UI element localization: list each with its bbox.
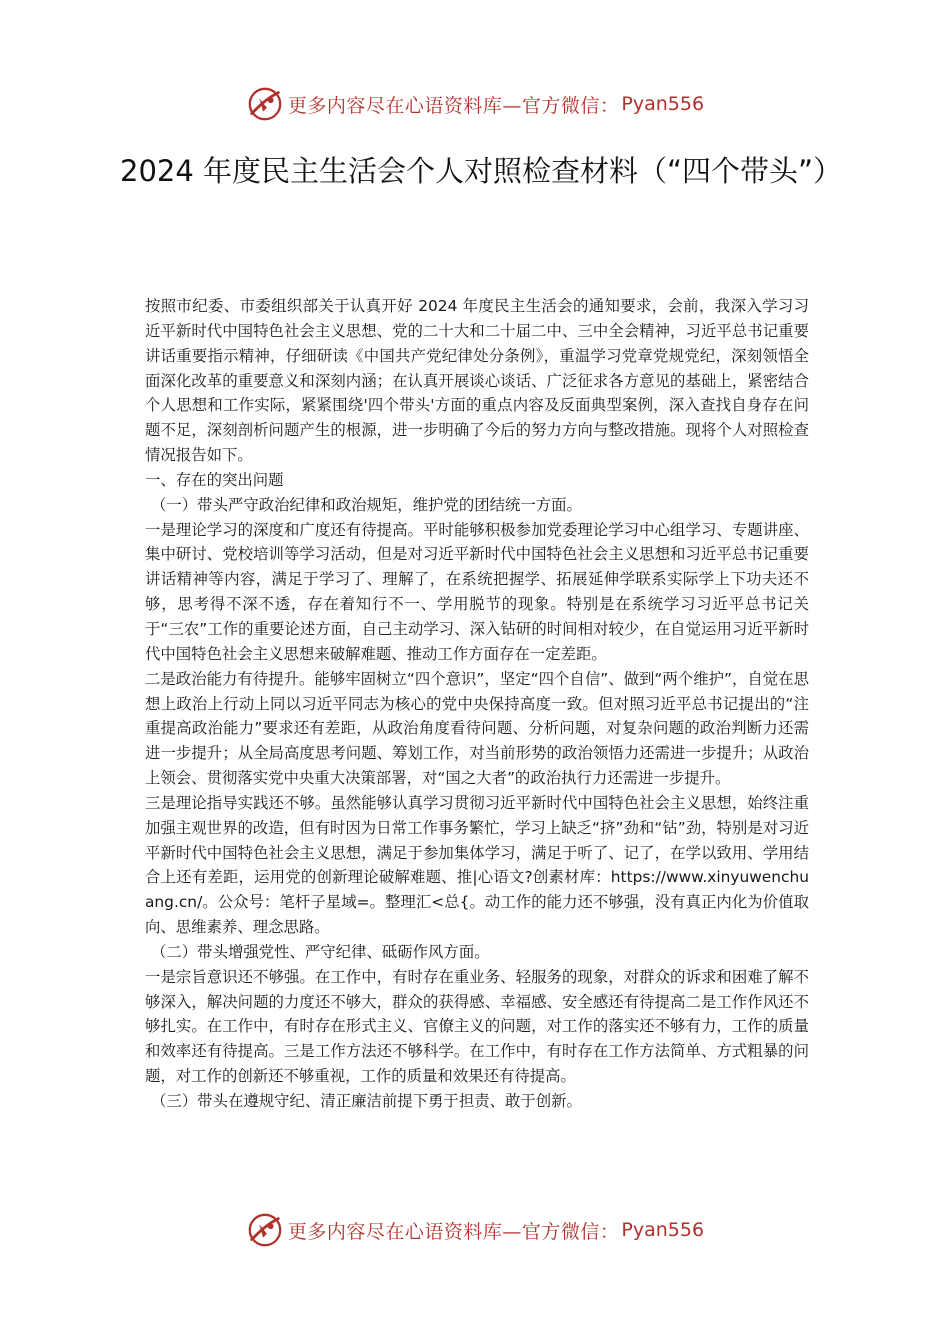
watermark-banner-bottom [0, 1210, 950, 1250]
intro-paragraph: 按照市纪委、市委组织部关于认真开好 2024 年度民主生活会的通知要求，会前，我深入学习习近平新时代中国特色社会主义思想、党的二十大和二十届二中、三中全会精神，习近平总书记重要讲话重要指示精神，仔细研读《中国共产党纪律处分条例》，重温学习党章党规党纪，深刻领悟全面深化改革的重要意义和深刻内涵；在认真开展谈心谈话、广泛征求各方意见的基础上，紧密结合个人思想和工作实际，紧紧围绕'四个带头'方面的重点内容及反面典型案例，深入查找自身存在问题不足，深刻剖析问题产生的根源，进一步明确了今后的努力方向与整改措施。现将个人对照检查情况报告如下。 [145, 297, 809, 465]
document-body [145, 294, 809, 1114]
subsection-heading-2: （二）带头增强党性、严守纪律、砥砺作风方面。 [151, 942, 490, 961]
watermark-account: Pyan556 [621, 1219, 705, 1241]
body-paragraph: 一是宗旨意识还不够强。在工作中，有时存在重业务、轻服务的现象，对群众的诉求和困难了解不够深入，解决问题的力度还不够大，群众的获得感、幸福感、安全感还有待提高二是工作作风还不够扎实。在工作中，有时存在形式主义、官僚主义的问题，对工作的落实还不够有力，工作的质量和效率还有待提高。三是工作方法还不够科学。在工作中，有时存在工作方法简单、方式粗暴的问题，对工作的创新还不够重视，工作的质量和效果还有待提高。 [145, 967, 809, 1086]
watermark-account: Pyan556 [621, 93, 705, 115]
watermark-text: 更多内容尽在心语资料库—官方微信： [287, 1220, 620, 1243]
body-paragraph: 一是理论学习的深度和广度还有待提高。平时能够积极参加党委理论学习中心组学习、专题讲座、集中研讨、党校培训等学习活动，但是对习近平新时代中国特色社会主义思想和习近平总书记重要讲话精神等内容，满足于学习了、理解了，在系统把握学、拓展延伸学联系实际学上下功夫还不够，思考得不深不透，存在着知行不一、学用脱节的现象。特别是在系统学习习近平总书记关于“三农”工作的重要论述方面，自己主动学习、深入钻研的时间相对较少，在自觉运用习近平新时代中国特色社会主义思想来破解难题、推动工作方面存在一定差距。 [145, 520, 809, 663]
subsection-heading-1: （一）带头严守政治纪律和政治规矩，维护党的团结统一方面。 [151, 495, 582, 514]
subsection-heading-3: （三）带头在遵规守纪、清正廉洁前提下勇于担责、敢于创新。 [151, 1092, 582, 1110]
section-heading: 一、存在的突出问题 [145, 470, 284, 489]
pen-nib-circle-logo-icon [246, 85, 284, 123]
watermark-text: 更多内容尽在心语资料库—官方微信： [287, 94, 620, 117]
pen-nib-circle-logo-icon [246, 1211, 284, 1249]
watermark-banner-top [0, 84, 950, 124]
body-paragraph: 三是理论指导实践还不够。虽然能够认真学习贯彻习近平新时代中国特色社会主义思想，始终注重加强主观世界的改造，但有时因为日常工作事务繁忙，学习上缺乏“挤”劲和“钻”劲，特别是对习近平新时代中国特色社会主义思想，满足于参加集体学习，满足于听了、记了，在学以致用、学用结合上还有差距，运用党的创新理论破解难题、推|心语文?创素材库：https://www.xinyuwenchuang.cn/。公众号：笔杆子星域=。整理汇<总{。动工作的能力还不够强，没有真正内化为价值取向、思维素养、理念思路。 [145, 793, 809, 937]
document-title: 2024 年度民主生活会个人对照检查材料（“四个带头”） [120, 154, 843, 188]
body-paragraph: 二是政治能力有待提升。能够牢固树立“四个意识”，坚定“四个自信”、做到“两个维护”，自觉在思想上政治上行动上同以习近平同志为核心的党中央保持高度一致。但对照习近平总书记提出的“注重提高政治能力”要求还有差距，从政治角度看待问题、分析问题，对复杂问题的政治判断力还需进一步提升；从全局高度思考问题、筹划工作，对当前形势的政治领悟力还需进一步提升；从政治上领会、贯彻落实党中央重大决策部署，对“国之大者”的政治执行力还需进一步提升。 [145, 669, 809, 788]
